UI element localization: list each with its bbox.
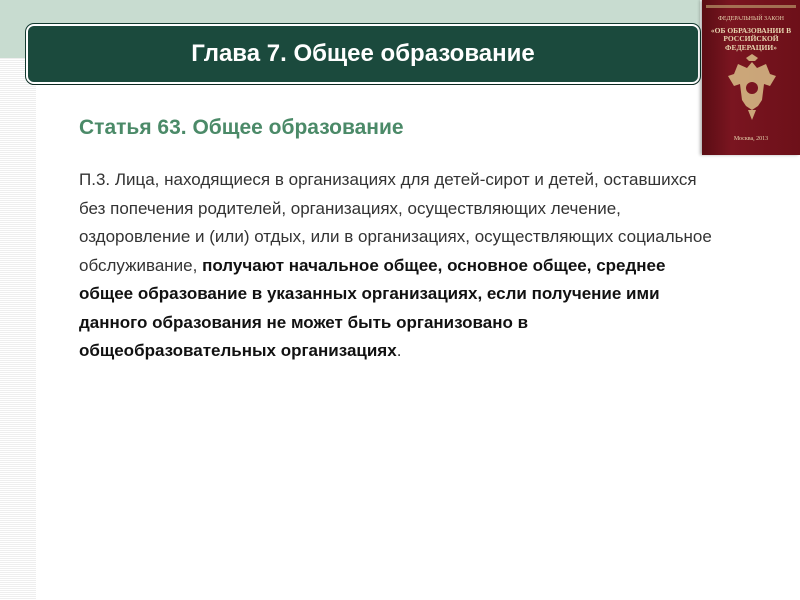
paragraph-bold-text: получают начальное общее, основное общее, среднее общее образование в указанных организациях, если получение ими данного образования не может быть организовано в общеобразовательных организациях xyxy=(79,255,666,360)
book-title: «ОБ ОБРАЗОВАНИИ В РОССИЙСКОЙ ФЕДЕРАЦИИ» xyxy=(710,26,792,52)
book-cover-image xyxy=(702,0,800,155)
article-paragraph xyxy=(79,166,724,366)
double-headed-eagle-emblem-icon xyxy=(724,54,780,122)
article-heading: Статья 63. Общее образование xyxy=(79,116,404,139)
slide-title: Глава 7. Общее образование xyxy=(191,40,535,67)
paragraph-end-text: . xyxy=(396,341,402,360)
book-imprint: Москва, 2013 xyxy=(733,136,769,142)
book-top-band xyxy=(706,5,796,8)
book-subtitle: ФЕДЕРАЛЬНЫЙ ЗАКОН xyxy=(718,16,784,22)
title-bar xyxy=(26,24,700,84)
paragraph-plain-text: П.3. Лица, находящиеся в организациях для детей-сирот и детей, оставшихся без попечения родителей, организациях, осуществляющих лечение, оздоровление и (или) отдых, или в организациях, осуществляющих социальное обслуживание, xyxy=(79,170,712,275)
left-stripe xyxy=(0,58,36,600)
